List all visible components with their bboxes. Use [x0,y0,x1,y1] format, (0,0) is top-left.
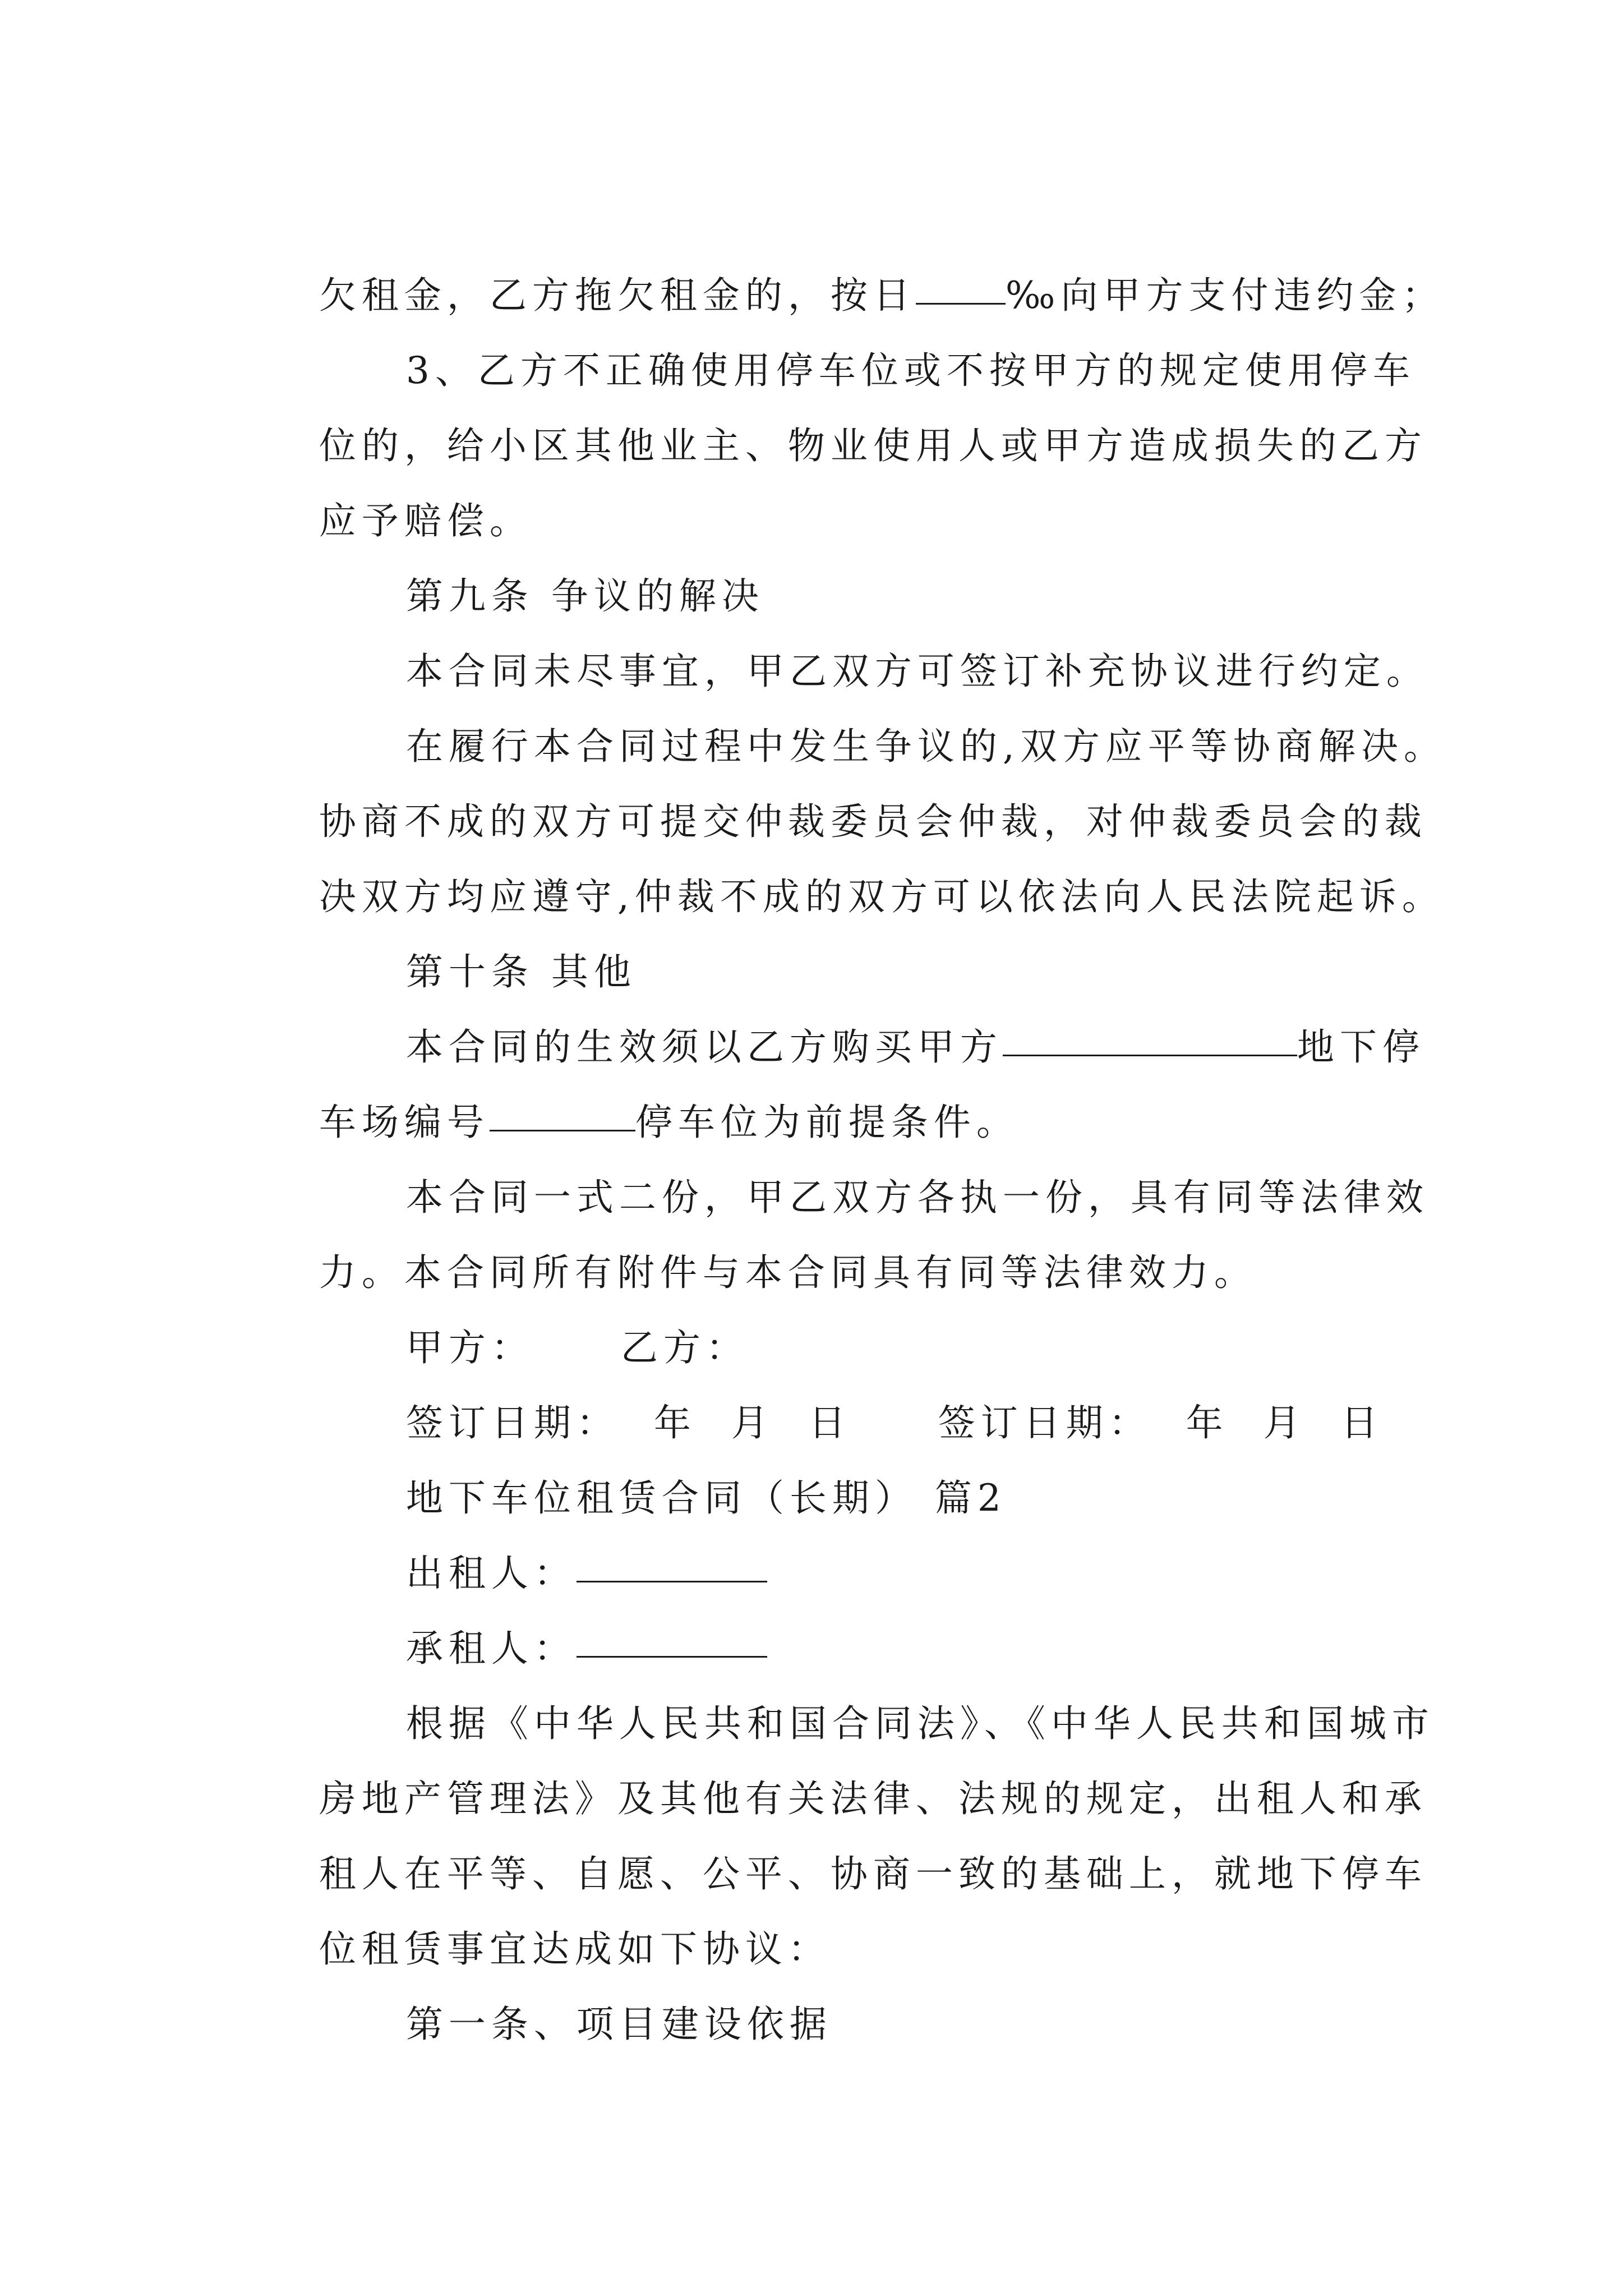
section-heading [336,1949,832,2046]
text-segment: 出租人： [405,1552,577,1595]
text-line [250,1874,831,1971]
lessee-line [336,1573,767,1670]
text-segment: 地下车位租赁合同（长期） 篇2 [405,1476,1007,1520]
text-line [250,1798,1427,1895]
text-segment: 本合同未尽事宜，甲乙双方可签订补充协议进行约定。 [405,650,1429,693]
text-line [250,746,1427,843]
text-segment: 力。本合同所有附件与本合同具有同等法律效力。 [319,1251,1257,1294]
text-line [250,220,1445,317]
text-line [250,821,1445,918]
text-segment: 承租人： [405,1627,577,1670]
text-segment: 停车位为前提条件。 [635,1101,1019,1144]
text-segment: 在履行本合同过程中发生争议的,双方应平等协商解决。 [405,725,1446,768]
text-line [336,972,1425,1069]
text-segment: 房地产管理法》及其他有关法律、法规的规定，出租人和承 [319,1777,1427,1820]
text-line [336,671,1446,768]
signature-date-line [336,1347,1384,1444]
text-segment: 欠租金，乙方拖欠租金的，按日 [319,274,916,317]
text-line [250,1047,1019,1144]
signature-line [336,1272,749,1369]
text-line [336,295,1415,392]
section-heading [336,896,637,993]
text-segment: 3、乙方不正确使用停车位或不按甲方的规定使用停车 [405,349,1415,392]
text-segment: 车场编号 [319,1101,490,1144]
text-segment: 第十条 其他 [405,950,637,993]
text-segment: 决双方均应遵守,仲裁不成的双方可以依法向人民法院起诉。 [319,875,1445,918]
text-segment: 应予赔偿。 [319,499,532,542]
lessor-line [336,1498,767,1595]
text-segment: 租人在平等、自愿、公平、协商一致的基础上，就地下停车 [319,1852,1427,1895]
text-segment: 协商不成的双方可提交仲裁委员会仲裁，对仲裁委员会的裁 [319,800,1427,843]
text-segment: ‰向甲方支付违约金； [1005,274,1445,317]
text-line [336,596,1429,693]
text-segment: 第九条 争议的解决 [405,574,764,618]
text-segment: 位租赁事宜达成如下协议： [319,1927,831,1971]
text-segment: 地下停 [1297,1025,1425,1069]
text-line [336,1122,1429,1219]
text-segment: 本合同一式二份，甲乙双方各执一份，具有同等法律效 [405,1176,1429,1219]
fill-blank [1003,1022,1297,1056]
text-line [250,370,1427,467]
text-line [336,1648,1435,1745]
text-segment: 甲方： 乙方： [405,1326,749,1369]
section-title [336,1423,1007,1520]
text-segment: 签订日期： 年 月 日 签订日期： 年 月 日 [405,1401,1384,1444]
text-segment: 本合同的生效须以乙方购买甲方 [405,1025,1003,1069]
text-line [250,1723,1427,1820]
text-segment: 根据《中华人民共和国合同法》、《中华人民共和国城市 [405,1702,1435,1745]
text-segment: 位的，给小区其他业主、物业使用人或甲方造成损失的乙方 [319,424,1427,467]
text-line [250,445,532,542]
text-segment: 第一条、项目建设依据 [405,2003,832,2046]
section-heading [336,521,764,618]
text-line [250,1197,1257,1294]
